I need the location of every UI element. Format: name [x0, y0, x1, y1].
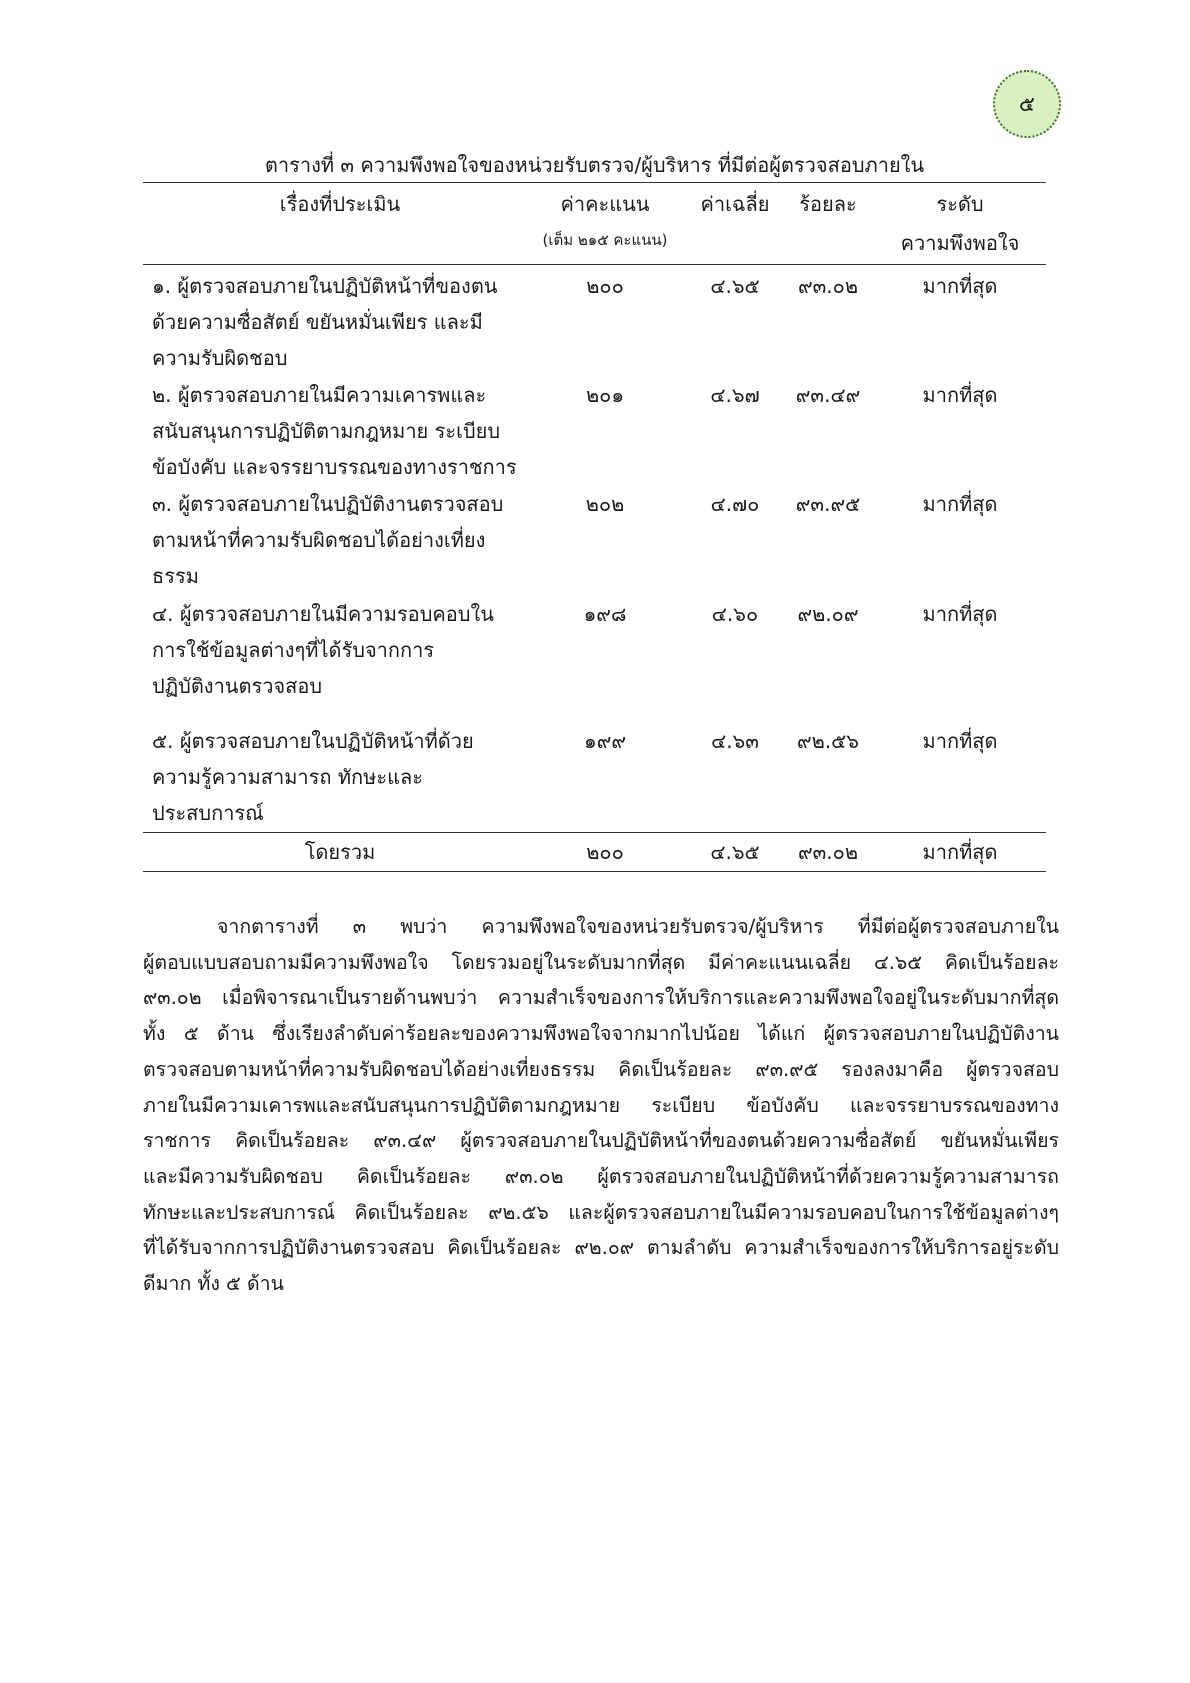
row-level: มากที่สุด: [922, 383, 998, 407]
row-topic: [152, 723, 532, 831]
total-score: ๒๐๐: [586, 840, 624, 864]
row-topic-line: ข้อบังคับ และจรรยาบรรณของทางราชการ: [152, 455, 517, 479]
row-score: ๒๐๒: [585, 492, 625, 516]
row-percent: ๙๓.๔๙: [795, 383, 861, 407]
row-topic: [152, 377, 532, 485]
total-level: มากที่สุด: [922, 840, 998, 864]
row-topic-line: ๑. ผู้ตรวจสอบภายในปฏิบัติหน้าที่ของตน: [152, 274, 498, 298]
row-percent: ๙๒.๐๙: [797, 602, 859, 626]
row-topic-line: ธรรม: [152, 564, 199, 588]
row-topic-line: ด้วยความซื่อสัตย์ ขยันหมั่นเพียร และมี: [152, 310, 483, 334]
summary-paragraph: [143, 909, 1059, 1302]
total-mean: ๔.๖๕: [710, 840, 760, 864]
table-top-rule: [143, 182, 1046, 183]
row-topic-line: ปฏิบัติงานตรวจสอบ: [152, 674, 323, 698]
paragraph-line: และมีความรับผิดชอบ คิดเป็นร้อยละ ๙๓.๐๒ ผู้ตรวจสอบภายในปฏิบัติหน้าที่ด้วยความรู้ความสามารถ: [143, 1164, 1059, 1188]
paragraph-line: ดีมาก ทั้ง ๕ ด้าน: [143, 1272, 284, 1296]
row-topic-line: ตามหน้าที่ความรับผิดชอบได้อย่างเที่ยง: [152, 528, 486, 552]
page-number: ๕: [1019, 91, 1035, 116]
paragraph-line: ผู้ตอบแบบสอบถามมีความพึงพอใจ โดยรวมอยู่ในระดับมากที่สุด มีค่าคะแนนเฉลี่ย ๔.๖๕ คิดเป็นร้อยละ: [143, 950, 1059, 974]
header-level-sub: ความพึงพอใจ: [900, 231, 1020, 255]
row-level: มากที่สุด: [922, 602, 998, 626]
row-percent: ๙๓.๙๕: [795, 492, 861, 516]
paragraph-line: ตรวจสอบตามหน้าที่ความรับผิดชอบได้อย่างเที่ยงธรรม คิดเป็นร้อยละ ๙๓.๙๕ รองลงมาคือ ผู้ตรวจสอบ: [143, 1057, 1059, 1081]
row-mean: ๔.๗๐: [710, 492, 760, 516]
table-bottom-rule: [143, 871, 1046, 872]
paragraph-line: จากตารางที่ ๓ พบว่า ความพึงพอใจของหน่วยรับตรวจ/ผู้บริหาร ที่มีต่อผู้ตรวจสอบภายใน: [217, 915, 1059, 938]
row-topic: [152, 596, 532, 704]
paragraph-line: ราชการ คิดเป็นร้อยละ ๙๓.๔๙ ผู้ตรวจสอบภายในปฏิบัติหน้าที่ของตนด้วยความซื่อสัตย์ ขยันหมั่นเพียร: [143, 1129, 1059, 1153]
row-topic: [152, 268, 532, 376]
header-percent: ร้อยละ: [799, 192, 857, 216]
row-topic-line: ๔. ผู้ตรวจสอบภายในมีความรอบคอบใน: [152, 602, 494, 626]
row-topic-line: ความรู้ความสามารถ ทักษะและ: [152, 765, 423, 789]
header-topic: เรื่องที่ประเมิน: [279, 192, 401, 216]
table-header-rule: [143, 264, 1046, 265]
row-mean: ๔.๖๓: [711, 729, 759, 753]
header-score-sub: (เต็ม ๒๑๕ คะแนน): [542, 231, 668, 249]
row-score: ๒๐๐: [586, 274, 624, 298]
row-topic-line: ประสบการณ์: [152, 801, 264, 825]
paragraph-line: ทั้ง ๕ ด้าน ซึ่งเรียงลำดับค่าร้อยละของความพึงพอใจจากมากไปน้อย ได้แก่ ผู้ตรวจสอบภายในปฏิบัติงาน: [143, 1022, 1059, 1046]
total-percent: ๙๓.๐๒: [797, 840, 859, 864]
row-mean: ๔.๖๗: [710, 383, 760, 407]
row-percent: ๙๒.๕๖: [796, 729, 860, 753]
row-mean: ๔.๖๕: [710, 274, 760, 298]
page-number-badge: [993, 70, 1061, 138]
paragraph-line: ๙๓.๐๒ เมื่อพิจารณาเป็นรายด้านพบว่า ความสำเร็จของการให้บริการและความพึงพอใจอยู่ในระดับมากที่สุด: [143, 986, 1059, 1010]
header-level: ระดับ: [936, 192, 984, 216]
row-score: ๑๙๘: [583, 602, 627, 626]
paragraph-line: ทักษะและประสบการณ์ คิดเป็นร้อยละ ๙๒.๕๖ และผู้ตรวจสอบภายในมีความรอบคอบในการใช้ข้อมูลต่างๆ: [143, 1200, 1059, 1224]
row-topic-line: สนับสนุนการปฏิบัติตามกฎหมาย ระเบียบ: [152, 419, 501, 443]
row-topic-line: ความรับผิดชอบ: [152, 346, 288, 370]
header-mean: ค่าเฉลี่ย: [700, 192, 770, 216]
row-level: มากที่สุด: [922, 274, 998, 298]
row-score: ๑๙๙: [584, 729, 626, 753]
row-topic: [152, 486, 532, 594]
row-level: มากที่สุด: [922, 729, 998, 753]
total-label: โดยรวม: [304, 840, 376, 864]
header-score: ค่าคะแนน: [560, 192, 650, 216]
paragraph-line: ที่ได้รับจากการปฏิบัติงานตรวจสอบ คิดเป็นร้อยละ ๙๒.๐๙ ตามลำดับ ความสำเร็จของการให้บริการอยู่ระดับ: [143, 1236, 1059, 1260]
table-caption: ตารางที่ ๓ ความพึงพอใจของหน่วยรับตรวจ/ผู้บริหาร ที่มีต่อผู้ตรวจสอบภายใน: [264, 153, 925, 177]
row-score: ๒๐๑: [585, 383, 625, 407]
row-mean: ๔.๖๐: [711, 602, 759, 626]
row-topic-line: ๒. ผู้ตรวจสอบภายในมีความเคารพและ: [152, 383, 487, 407]
table-body-bottom-rule: [143, 832, 1046, 833]
paragraph-line: ภายในมีความเคารพและสนับสนุนการปฏิบัติตามกฎหมาย ระเบียบ ข้อบังคับ และจรรยาบรรณของทาง: [143, 1093, 1059, 1117]
row-percent: ๙๓.๐๒: [797, 274, 859, 298]
row-topic-line: ๕. ผู้ตรวจสอบภายในปฏิบัติหน้าที่ด้วย: [152, 729, 474, 753]
row-topic-line: ๓. ผู้ตรวจสอบภายในปฏิบัติงานตรวจสอบ: [152, 492, 504, 516]
row-topic-line: การใช้ข้อมูลต่างๆที่ได้รับจากการ: [152, 638, 435, 662]
row-level: มากที่สุด: [922, 492, 998, 516]
